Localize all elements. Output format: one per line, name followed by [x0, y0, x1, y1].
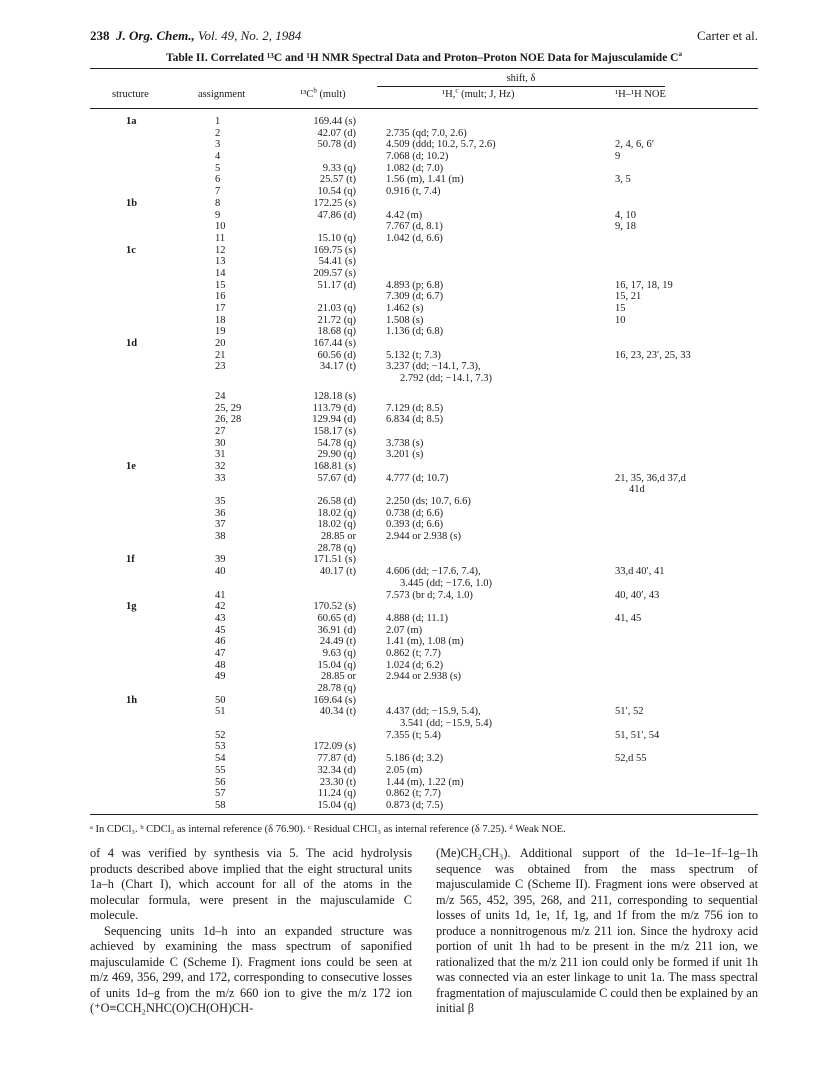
proton-shift-cell: 1.44 (m), 1.22 (m) — [386, 776, 464, 788]
proton-shift-cell: 3.201 (s) — [386, 449, 424, 461]
carbon-shift-cell: 28.78 (q) — [317, 683, 356, 694]
proton-shift-cell: 4.42 (m) — [386, 209, 423, 221]
carbon-shift-cell: 23.30 (t) — [319, 776, 356, 788]
table-row — [90, 625, 758, 637]
table-row — [90, 233, 758, 245]
carbon-shift-cell: 40.17 (t) — [319, 566, 356, 578]
table-footnotes: ᵃ In CDCl₃. ᵇ CDCl₃ as internal reference (δ 76.90). ᶜ Residual CHCl₃ as internal reference (δ 7.25). ᵈ Weak NOE. — [90, 824, 566, 835]
assignment-cell: 30 — [215, 437, 226, 449]
proton-shift-cell: 1.41 (m), 1.08 (m) — [386, 636, 464, 648]
header-proton-footnote: c — [455, 86, 459, 95]
header-carbon-footnote: b — [313, 86, 317, 95]
carbon-shift-cell: 40.34 (t) — [319, 706, 356, 718]
assignment-cell: 55 — [215, 764, 226, 776]
carbon-shift-cell: 60.56 (d) — [317, 349, 356, 361]
table-row — [90, 268, 758, 280]
proton-shift-cell: 0.916 (t, 7.4) — [386, 186, 441, 198]
proton-shift-cell: 2.792 (dd; −14.1, 7.3) — [400, 373, 492, 385]
table-row — [90, 186, 758, 198]
noe-cell: 4, 10 — [615, 209, 636, 221]
assignment-cell: 15 — [215, 279, 226, 291]
header-proton — [442, 86, 515, 100]
carbon-shift-cell: 54.78 (q) — [317, 437, 356, 449]
table-row — [90, 718, 758, 730]
table-bottom-rule — [90, 814, 758, 815]
table-row — [90, 403, 758, 415]
assignment-cell: 49 — [215, 671, 226, 683]
structure-cell: 1g — [126, 601, 137, 613]
carbon-shift-cell: 15.04 (q) — [317, 799, 356, 811]
proton-shift-cell: 7.309 (d; 6.7) — [386, 291, 444, 303]
assignment-cell: 8 — [215, 197, 221, 209]
shift-group-rule — [377, 86, 665, 87]
noe-cell: 40, 40′, 43 — [615, 589, 660, 601]
proton-shift-cell: 7.355 (t; 5.4) — [386, 729, 441, 741]
table-row — [90, 163, 758, 175]
carbon-shift-cell: 21.03 (q) — [317, 303, 356, 314]
assignment-cell: 9 — [215, 209, 221, 221]
carbon-shift-cell: 18.02 (q) — [317, 519, 356, 531]
table-row — [90, 660, 758, 672]
proton-shift-cell: 5.132 (t; 7.3) — [386, 349, 441, 361]
carbon-shift-cell: 172.09 (s) — [313, 741, 356, 753]
carbon-shift-cell: 11.24 (q) — [317, 788, 356, 800]
carbon-shift-cell: 60.65 (d) — [317, 612, 356, 624]
carbon-shift-cell: 26.58 (d) — [317, 496, 356, 507]
table-row — [90, 741, 758, 753]
table-row — [90, 613, 758, 625]
noe-cell: 15, 21 — [615, 291, 642, 303]
assignment-cell: 31 — [215, 449, 226, 461]
header-proton-label: ¹H, — [442, 89, 456, 100]
assignment-cell: 41 — [215, 589, 226, 601]
table-row — [90, 256, 758, 268]
proton-shift-cell: 3.445 (dd; −17.6, 1.0) — [400, 577, 492, 589]
noe-cell: 33,d 40′, 41 — [615, 566, 665, 578]
assignment-cell: 52 — [215, 729, 226, 741]
table-row — [90, 671, 758, 683]
table-row — [90, 139, 758, 151]
proton-shift-cell: 1.024 (d; 6.2) — [386, 659, 444, 671]
structure-cell: 1d — [126, 338, 138, 350]
assignment-cell: 27 — [215, 425, 226, 437]
header-noe: ¹H–¹H NOE — [615, 89, 666, 100]
proton-shift-cell: 7.573 (br d; 7.4, 1.0) — [386, 589, 473, 601]
table-row — [90, 508, 758, 520]
shift-group-label: shift, δ — [506, 73, 536, 84]
table-row — [90, 730, 758, 742]
assignment-cell: 16 — [215, 291, 226, 303]
assignment-cell: 45 — [215, 624, 226, 636]
carbon-shift-cell: 10.54 (q) — [317, 186, 356, 198]
assignment-cell: 24 — [215, 390, 226, 402]
proton-shift-cell: 0.862 (t; 7.7) — [386, 788, 441, 800]
table-row — [90, 648, 758, 660]
proton-shift-cell: 0.873 (d; 7.5) — [386, 799, 444, 811]
assignment-cell: 19 — [215, 326, 226, 338]
assignment-cell: 46 — [215, 636, 226, 648]
proton-shift-cell: 2.250 (ds; 10.7, 6.6) — [386, 496, 471, 507]
table-title-footnote-mark: a — [678, 50, 682, 59]
noe-cell: 41, 45 — [615, 612, 642, 624]
assignment-cell: 50 — [215, 694, 226, 706]
assignment-cell: 11 — [215, 232, 226, 244]
assignment-cell: 6 — [215, 174, 221, 186]
proton-shift-cell: 4.509 (ddd; 10.2, 5.7, 2.6) — [386, 139, 496, 151]
header-assignment: assignment — [198, 89, 246, 100]
assignment-cell: 43 — [215, 612, 226, 624]
assignment-cell: 39 — [215, 554, 226, 566]
carbon-shift-cell: 21.72 (q) — [317, 314, 356, 326]
assignment-cell: 38 — [215, 531, 226, 543]
proton-shift-cell: 2.944 or 2.938 (s) — [386, 531, 461, 543]
proton-shift-cell: 1.56 (m), 1.41 (m) — [386, 174, 464, 186]
table-row — [90, 753, 758, 765]
table-row — [90, 373, 758, 385]
noe-cell: 16, 23, 23′, 25, 33 — [615, 349, 691, 361]
header-proton-suffix: (mult; J, Hz) — [458, 89, 515, 100]
proton-shift-cell: 4.777 (d; 10.7) — [386, 472, 449, 484]
table-row — [90, 765, 758, 777]
assignment-cell: 47 — [215, 647, 226, 659]
proton-shift-cell: 2.07 (m) — [386, 624, 423, 636]
assignment-cell: 2 — [215, 127, 221, 139]
structure-cell: 1e — [126, 460, 136, 472]
assignment-cell: 5 — [215, 162, 221, 174]
proton-shift-cell: 7.068 (d; 10.2) — [386, 151, 449, 163]
assignment-cell: 53 — [215, 741, 226, 753]
table-row — [90, 361, 758, 373]
header-carbon-label: ¹³C — [300, 89, 314, 100]
carbon-shift-cell: 170.52 (s) — [313, 601, 356, 613]
proton-shift-cell: 4.893 (p; 6.8) — [386, 279, 444, 291]
noe-cell: 52,d 55 — [615, 753, 647, 765]
journal-volume: Vol. 49, No. 2, 1984 — [197, 28, 302, 43]
assignment-cell: 54 — [215, 753, 226, 765]
carbon-shift-cell: 29.90 (q) — [317, 449, 356, 461]
carbon-shift-cell: 169.75 (s) — [313, 244, 356, 256]
left-paragraph-1: of 4 was verified by synthesis via 5. The acid hydrolysis products described above implied that the eight structural units 1a–h (Chart I), which account for all of the atoms in the molecular formula, were present in the majusculamide C molecule. — [90, 846, 412, 922]
structure-cell: 1c — [126, 244, 136, 256]
assignment-cell: 4 — [215, 151, 221, 163]
proton-shift-cell: 2.05 (m) — [386, 764, 423, 776]
table-row — [90, 128, 758, 140]
carbon-shift-cell: 169.44 (s) — [313, 116, 356, 127]
assignment-cell: 56 — [215, 776, 226, 788]
proton-shift-cell: 3.237 (dd; −14.1, 7.3), — [386, 361, 481, 373]
carbon-shift-cell: 34.17 (t) — [319, 361, 356, 373]
assignment-cell: 35 — [215, 496, 226, 507]
table-row — [90, 350, 758, 362]
table-row — [90, 461, 758, 473]
table-row — [90, 601, 758, 613]
table-row — [90, 116, 758, 128]
carbon-shift-cell: 24.49 (t) — [319, 636, 356, 648]
noe-cell: 3, 5 — [615, 174, 631, 186]
table-row — [90, 706, 758, 718]
table-row — [90, 590, 758, 602]
noe-cell: 10 — [615, 314, 626, 326]
proton-shift-cell: 2.735 (qd; 7.0, 2.6) — [386, 127, 467, 139]
carbon-shift-cell: 209.57 (s) — [313, 267, 356, 279]
column-headers — [90, 86, 758, 105]
table-row — [90, 414, 758, 426]
carbon-shift-cell: 15.04 (q) — [317, 659, 356, 671]
page-header — [90, 28, 758, 48]
carbon-shift-cell: 167.44 (s) — [313, 338, 356, 350]
table-row — [90, 473, 758, 485]
proton-shift-cell: 1.136 (d; 6.8) — [386, 326, 444, 338]
table-row — [90, 788, 758, 800]
carbon-shift-cell: 15.10 (q) — [317, 232, 356, 244]
carbon-shift-cell: 42.07 (d) — [317, 127, 356, 139]
proton-shift-cell: 6.834 (d; 8.5) — [386, 414, 444, 426]
table-row — [90, 280, 758, 292]
assignment-cell: 1 — [215, 116, 221, 127]
table-body — [90, 116, 758, 812]
carbon-shift-cell: 54.41 (s) — [318, 256, 356, 268]
assignment-cell: 36 — [215, 507, 226, 519]
noe-cell: 16, 17, 18, 19 — [615, 279, 673, 291]
header-structure: structure — [112, 89, 149, 100]
header-carbon — [300, 86, 346, 100]
table-row — [90, 566, 758, 578]
proton-shift-cell: 7.767 (d, 8.1) — [386, 221, 443, 233]
noe-cell: 41d — [629, 484, 645, 496]
proton-shift-cell: 4.437 (dd; −15.9, 5.4), — [386, 706, 481, 718]
proton-shift-cell: 1.462 (s) — [386, 303, 424, 314]
assignment-cell: 32 — [215, 460, 226, 472]
table-row — [90, 438, 758, 450]
table-top-rule — [90, 68, 758, 69]
right-paragraph-1: (Me)CH₂CH₃). Additional support of the 1d–1e–1f–1g–1h sequence was obtained from the mass spectrum of majusculamide C (Scheme II). Fragment ions were observed at m/z 565, 452, 395, 268, and 211, corresponding to sequential losses of units 1d, 1e, 1f, 1g, and 1f from the m/z 756 ion to produce a nonnitrogenous m/z 211 ion. Since the hydroxy acid portion of unit 1h had to be present in the m/z 211 ion, we rationalized that the m/z 211 ion could only be formed if unit 1h was connected via an ester linkage to unit 1a. The mass spectral fragmentation of majusculamide C could then be explained by an initial β — [436, 846, 758, 1015]
table-row — [90, 484, 758, 496]
structure-cell: 1h — [126, 694, 138, 706]
table-row — [90, 519, 758, 531]
left-paragraph-2: Sequencing units 1d–h into an expanded structure was achieved by examining the mass spectrum of saponified majusculamide C (Scheme I). Fragment ions could be seen at m/z 469, 356, 299, and 172, corresponding to consecutive losses of units 1d–g from the m/z 660 ion to give the m/z 172 ion (⁺O≡CCH₂NHC(O)CH(OH)CH- — [90, 923, 412, 1015]
noe-cell: 51′, 52 — [615, 706, 644, 718]
carbon-shift-cell: 18.68 (q) — [317, 326, 356, 338]
assignment-cell: 57 — [215, 788, 226, 800]
table-row — [90, 151, 758, 163]
proton-shift-cell: 0.393 (d; 6.6) — [386, 519, 444, 531]
assignment-cell: 3 — [215, 139, 221, 151]
assignment-cell: 48 — [215, 659, 226, 671]
carbon-shift-cell: 28.78 (q) — [317, 542, 356, 554]
table-row — [90, 449, 758, 461]
carbon-shift-cell: 9.63 (q) — [322, 647, 356, 659]
table-row — [90, 326, 758, 338]
table-row — [90, 245, 758, 257]
table-title-text: Table II. Correlated ¹³C and ¹H NMR Spectral Data and Proton–Proton NOE Data for Majusculamide C — [165, 52, 679, 64]
table-row — [90, 800, 758, 812]
carbon-shift-cell: 113.79 (d) — [312, 402, 356, 414]
carbon-shift-cell: 128.18 (s) — [313, 390, 356, 402]
table-row — [90, 174, 758, 186]
carbon-shift-cell: 169.64 (s) — [313, 694, 356, 706]
noe-cell: 2, 4, 6, 6′ — [615, 139, 655, 151]
assignment-cell: 58 — [215, 799, 226, 811]
structure-cell: 1a — [126, 116, 137, 127]
assignment-cell: 33 — [215, 472, 226, 484]
noe-cell: 51, 51′, 54 — [615, 729, 660, 741]
table-row — [90, 777, 758, 789]
table-row — [90, 391, 758, 403]
carbon-shift-cell: 168.81 (s) — [313, 460, 356, 472]
table-title — [90, 52, 758, 64]
assignment-cell: 20 — [215, 338, 226, 350]
assignment-cell: 10 — [215, 221, 226, 233]
table-row — [90, 578, 758, 590]
header-bottom-rule — [90, 108, 758, 109]
carbon-shift-cell: 77.87 (d) — [317, 753, 356, 765]
table-row — [90, 554, 758, 566]
assignment-cell: 18 — [215, 314, 226, 326]
header-carbon-suffix: (mult) — [316, 89, 346, 100]
carbon-shift-cell: 18.02 (q) — [317, 507, 356, 519]
carbon-shift-cell: 28.85 or — [321, 531, 356, 543]
carbon-shift-cell: 32.34 (d) — [317, 764, 356, 776]
assignment-cell: 40 — [215, 566, 226, 578]
proton-shift-cell: 4.888 (d; 11.1) — [386, 612, 449, 624]
structure-cell: 1b — [126, 197, 138, 209]
page-number: 238 — [90, 28, 110, 43]
table-row — [90, 695, 758, 707]
assignment-cell: 7 — [215, 186, 221, 198]
assignment-cell: 14 — [215, 267, 226, 279]
table-row — [90, 496, 758, 508]
table-row — [90, 315, 758, 327]
proton-shift-cell: 4.606 (dd; −17.6, 7.4), — [386, 566, 481, 578]
assignment-cell: 25, 29 — [215, 402, 242, 414]
assignment-cell: 13 — [215, 256, 226, 268]
page-header-left — [90, 28, 301, 44]
assignment-cell: 17 — [215, 303, 226, 314]
noe-cell: 21, 35, 36,d 37,d — [615, 472, 686, 484]
assignment-cell: 12 — [215, 244, 226, 256]
carbon-shift-cell: 172.25 (s) — [313, 197, 356, 209]
noe-cell: 9, 18 — [615, 221, 636, 233]
table-row — [90, 338, 758, 350]
assignment-cell: 37 — [215, 519, 226, 531]
carbon-shift-cell: 47.86 (d) — [317, 209, 356, 221]
carbon-shift-cell: 36.91 (d) — [317, 624, 356, 636]
journal-name: J. Org. Chem., — [116, 28, 195, 43]
running-authors: Carter et al. — [697, 28, 758, 43]
carbon-shift-cell: 25.57 (t) — [319, 174, 356, 186]
carbon-shift-cell: 9.33 (q) — [322, 162, 356, 174]
assignment-cell: 42 — [215, 601, 226, 613]
table-row — [90, 683, 758, 695]
proton-shift-cell: 1.082 (d; 7.0) — [386, 162, 444, 174]
carbon-shift-cell: 50.78 (d) — [317, 139, 356, 151]
table-row — [90, 221, 758, 233]
proton-shift-cell: 0.738 (d; 6.6) — [386, 507, 444, 519]
proton-shift-cell: 5.186 (d; 3.2) — [386, 753, 444, 765]
carbon-shift-cell: 57.67 (d) — [317, 472, 356, 484]
table-row — [90, 291, 758, 303]
proton-shift-cell: 1.508 (s) — [386, 314, 424, 326]
carbon-shift-cell: 158.17 (s) — [313, 425, 356, 437]
carbon-shift-cell: 51.17 (d) — [317, 279, 356, 291]
noe-cell: 9 — [615, 151, 621, 163]
assignment-cell: 51 — [215, 706, 226, 718]
proton-shift-cell: 3.738 (s) — [386, 437, 424, 449]
table-row — [90, 543, 758, 555]
proton-shift-cell: 2.944 or 2.938 (s) — [386, 671, 461, 683]
carbon-shift-cell: 129.94 (d) — [312, 414, 356, 426]
table-row — [90, 198, 758, 210]
table-row — [90, 426, 758, 438]
table-row — [90, 636, 758, 648]
assignment-cell: 21 — [215, 349, 226, 361]
body-column-left — [90, 846, 412, 1017]
noe-cell: 15 — [615, 303, 626, 314]
table-row — [90, 531, 758, 543]
proton-shift-cell: 3.541 (dd; −15.9, 5.4) — [400, 718, 492, 730]
carbon-shift-cell: 171.51 (s) — [313, 554, 356, 566]
body-column-right — [436, 846, 758, 1017]
structure-cell: 1f — [126, 554, 135, 566]
proton-shift-cell: 7.129 (d; 8.5) — [386, 402, 444, 414]
assignment-cell: 26, 28 — [215, 414, 242, 426]
proton-shift-cell: 0.862 (t; 7.7) — [386, 647, 441, 659]
table-row — [90, 303, 758, 315]
table-row — [90, 210, 758, 222]
proton-shift-cell: 1.042 (d, 6.6) — [386, 232, 443, 244]
carbon-shift-cell: 28.85 or — [321, 671, 356, 683]
assignment-cell: 23 — [215, 361, 226, 373]
